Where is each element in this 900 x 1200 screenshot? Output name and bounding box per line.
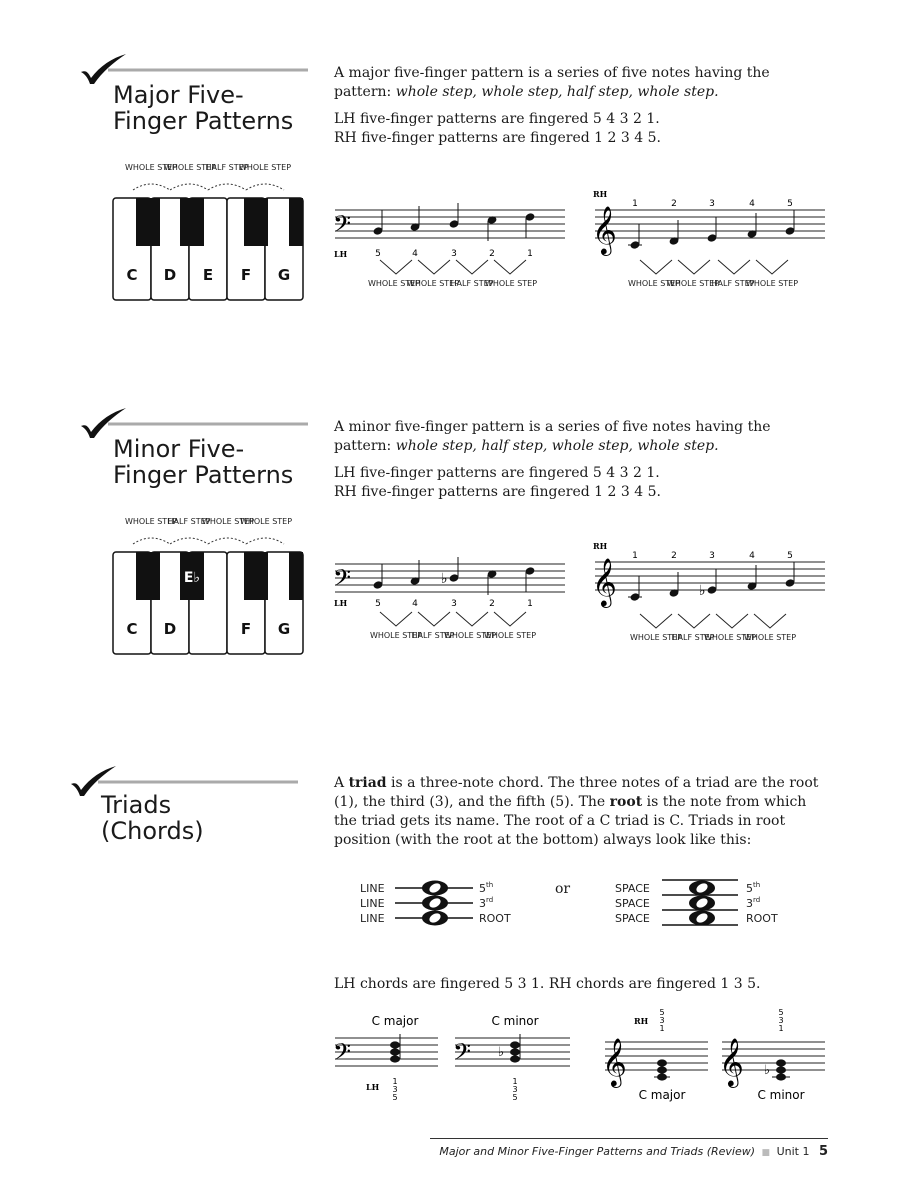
triads-term-triad: triad [348, 775, 387, 791]
footer-unit: Unit 1 [776, 1145, 810, 1158]
chord-finger: 5 [392, 1093, 398, 1102]
treble-clef-icon: 𝄞 [592, 205, 617, 254]
kb-step-label: HALF STEP [205, 163, 249, 172]
minor-title-line1: Minor Five- [113, 435, 245, 463]
triads-text-c: is the note from which the triad gets its name. The root of a C triad is C. Triads in root position (with the root at the bottom) always look like this: [334, 794, 807, 848]
kb-step-label: HALF STEP [167, 517, 211, 526]
triad-space-label: SPACE [615, 897, 650, 910]
minor-intro-steps: whole step, half step, whole step, whole step. [395, 438, 719, 454]
major-title-line2: Finger Patterns [113, 107, 294, 135]
lh-chord-staves [330, 1008, 575, 1108]
finger-number: 4 [412, 599, 418, 609]
staff-step-label: HALF STEP [411, 631, 455, 640]
key-label: G [277, 620, 291, 638]
bass-clef-icon: 𝄢 [333, 1038, 352, 1071]
major-intro-prefix: pattern: [334, 84, 396, 100]
triads-section-title [101, 792, 204, 844]
footer-separator: ■ [761, 1148, 771, 1158]
chord-finger: 1 [392, 1077, 398, 1086]
staff-step-label: WHOLE STEP [627, 279, 681, 288]
interval-fifth: 5th [479, 881, 494, 895]
staff-step-label: WHOLE STEP [666, 279, 720, 288]
page-footer [430, 1144, 828, 1159]
key-label: D [163, 620, 177, 638]
chord-finger: 1 [512, 1077, 518, 1086]
major-lh-staff [330, 200, 570, 305]
kb-step-label: WHOLE STEP [239, 517, 293, 526]
staff-step-label: WHOLE STEP [703, 633, 757, 642]
finger-number: 3 [451, 249, 457, 259]
staff-step-label: WHOLE STEP [369, 631, 423, 640]
major-intro-steps: whole step, whole step, half step, whole step. [395, 84, 719, 100]
chord-name-label: C major [371, 1014, 419, 1028]
line-triad-diagram [355, 872, 540, 932]
minor-rh-fingering: RH five-finger patterns are fingered 1 2 3 4 5. [334, 484, 661, 500]
key-label: C [126, 620, 138, 638]
finger-number: 5 [787, 199, 793, 209]
minor-lh-staff [330, 554, 570, 659]
staff-step-label: WHOLE STEP [484, 279, 538, 288]
key-label: G [277, 266, 291, 284]
finger-number: 2 [671, 551, 677, 561]
triad-line-label: LINE [360, 912, 385, 925]
rh-chord-staves [600, 1002, 830, 1110]
major-section-title [113, 82, 293, 134]
interval-root: ROOT [746, 912, 778, 925]
key-label: F [240, 266, 252, 284]
triads-term-root: root [609, 794, 643, 810]
kb-step-label: WHOLE STEP [124, 517, 178, 526]
rh-label: RH [634, 1016, 649, 1026]
staff-step-label: HALF STEP [671, 633, 715, 642]
treble-clef-icon: 𝄞 [719, 1037, 744, 1086]
staff-step-label: HALF STEP [450, 279, 494, 288]
finger-number: 4 [412, 249, 418, 259]
triads-text-a: A [334, 775, 349, 791]
chord-name-label: C major [638, 1088, 686, 1102]
major-keyboard [108, 160, 308, 305]
triads-description [334, 774, 819, 858]
key-label: E [202, 266, 214, 284]
staff-step-label: HALF STEP [711, 279, 755, 288]
bass-clef-icon: 𝄢 [333, 210, 352, 243]
finger-number: 3 [709, 199, 715, 209]
lh-label: LH [334, 598, 348, 608]
finger-number: 1 [527, 599, 533, 609]
triad-line-label: LINE [360, 897, 385, 910]
interval-root: ROOT [479, 912, 511, 925]
page-number: 5 [818, 1144, 828, 1159]
triad-line-label: LINE [360, 882, 385, 895]
chord-finger: 1 [659, 1024, 665, 1033]
space-triad-diagram [610, 872, 800, 932]
triads-text-b: is a three-note chord. The three notes of a triad are the root (1), the third (3), and the fifth (5). The [334, 775, 819, 810]
lh-label: LH [334, 249, 348, 259]
major-rh-fingering: RH five-finger patterns are fingered 1 2 3 4 5. [334, 130, 661, 146]
rh-label: RH [593, 541, 608, 551]
staff-step-label: WHOLE STEP [443, 631, 497, 640]
flat-sign-icon: ♭ [699, 583, 706, 599]
chord-finger: 5 [778, 1008, 784, 1017]
kb-step-label: WHOLE STEP [163, 163, 217, 172]
staff-step-label: WHOLE STEP [367, 279, 421, 288]
chord-finger: 3 [512, 1085, 518, 1094]
finger-number: 1 [632, 199, 638, 209]
bass-clef-icon: 𝄢 [453, 1038, 472, 1071]
chord-finger: 5 [659, 1008, 665, 1017]
flat-sign-icon: ♭ [764, 1063, 771, 1078]
chord-fingering-text: LH chords are fingered 5 3 1. RH chords are fingered 1 3 5. [334, 976, 761, 992]
treble-clef-icon: 𝄞 [592, 557, 617, 606]
treble-clef-icon: 𝄞 [602, 1037, 627, 1086]
interval-fifth: 5th [746, 881, 761, 895]
chord-name-label: C minor [757, 1088, 805, 1102]
finger-number: 2 [489, 249, 495, 259]
minor-keyboard [108, 514, 308, 659]
minor-intro: A minor five-finger pattern is a series of five notes having the [334, 419, 771, 435]
lh-label: LH [366, 1082, 380, 1092]
finger-number: 3 [451, 599, 457, 609]
minor-title-line2: Finger Patterns [113, 461, 294, 489]
minor-section-title [113, 436, 293, 488]
chord-finger: 1 [778, 1024, 784, 1033]
finger-number: 2 [489, 599, 495, 609]
finger-number: 1 [527, 249, 533, 259]
kb-step-label: WHOLE STEP [201, 517, 255, 526]
minor-description [334, 418, 814, 510]
staff-step-label: WHOLE STEP [743, 633, 797, 642]
major-lh-fingering: LH five-finger patterns are fingered 5 4 3 2 1. [334, 111, 660, 127]
major-title-line1: Major Five- [113, 81, 244, 109]
key-label: D [163, 266, 177, 284]
major-intro: A major five-finger pattern is a series of five notes having the [334, 65, 770, 81]
minor-rh-staff [590, 540, 830, 659]
finger-number: 3 [709, 551, 715, 561]
chord-finger: 3 [659, 1016, 665, 1025]
flat-sign-icon: ♭ [498, 1045, 505, 1060]
finger-number: 4 [749, 551, 755, 561]
major-rh-staff [590, 188, 830, 305]
finger-number: 4 [749, 199, 755, 209]
chord-finger: 3 [392, 1085, 398, 1094]
chord-name-label: C minor [491, 1014, 539, 1028]
finger-number: 1 [632, 551, 638, 561]
triads-title-line1: Triads [101, 791, 172, 819]
note-group [373, 203, 536, 241]
footer-rule [430, 1138, 828, 1139]
chord-finger: 3 [778, 1016, 784, 1025]
staff-step-label: WHOLE STEP [406, 279, 460, 288]
finger-number: 5 [375, 249, 381, 259]
minor-lh-fingering: LH five-finger patterns are fingered 5 4 3 2 1. [334, 465, 660, 481]
finger-number: 5 [787, 551, 793, 561]
kb-step-label: WHOLE STEP [124, 163, 178, 172]
key-label: F [240, 620, 252, 638]
staff-step-label: WHOLE STEP [629, 633, 683, 642]
interval-third: 3rd [479, 896, 494, 910]
triad-space-label: SPACE [615, 912, 650, 925]
interval-third: 3rd [746, 896, 761, 910]
finger-number: 5 [375, 599, 381, 609]
flat-key-label: E♭ [183, 570, 201, 586]
triads-title-line2: (Chords) [101, 817, 204, 845]
flat-sign-icon: ♭ [441, 571, 448, 587]
major-description [334, 64, 814, 156]
chord-finger: 5 [512, 1093, 518, 1102]
kb-step-label: WHOLE STEP [238, 163, 292, 172]
bass-clef-icon: 𝄢 [333, 564, 352, 597]
footer-title: Major and Minor Five-Finger Patterns and Triads (Review) [439, 1145, 756, 1158]
triad-space-label: SPACE [615, 882, 650, 895]
staff-step-label: WHOLE STEP [745, 279, 799, 288]
rh-label: RH [593, 189, 608, 199]
or-label: or [555, 881, 571, 897]
key-label: C [126, 266, 138, 284]
staff-step-label: WHOLE STEP [483, 631, 537, 640]
finger-number: 2 [671, 199, 677, 209]
minor-intro-prefix: pattern: [334, 438, 396, 454]
